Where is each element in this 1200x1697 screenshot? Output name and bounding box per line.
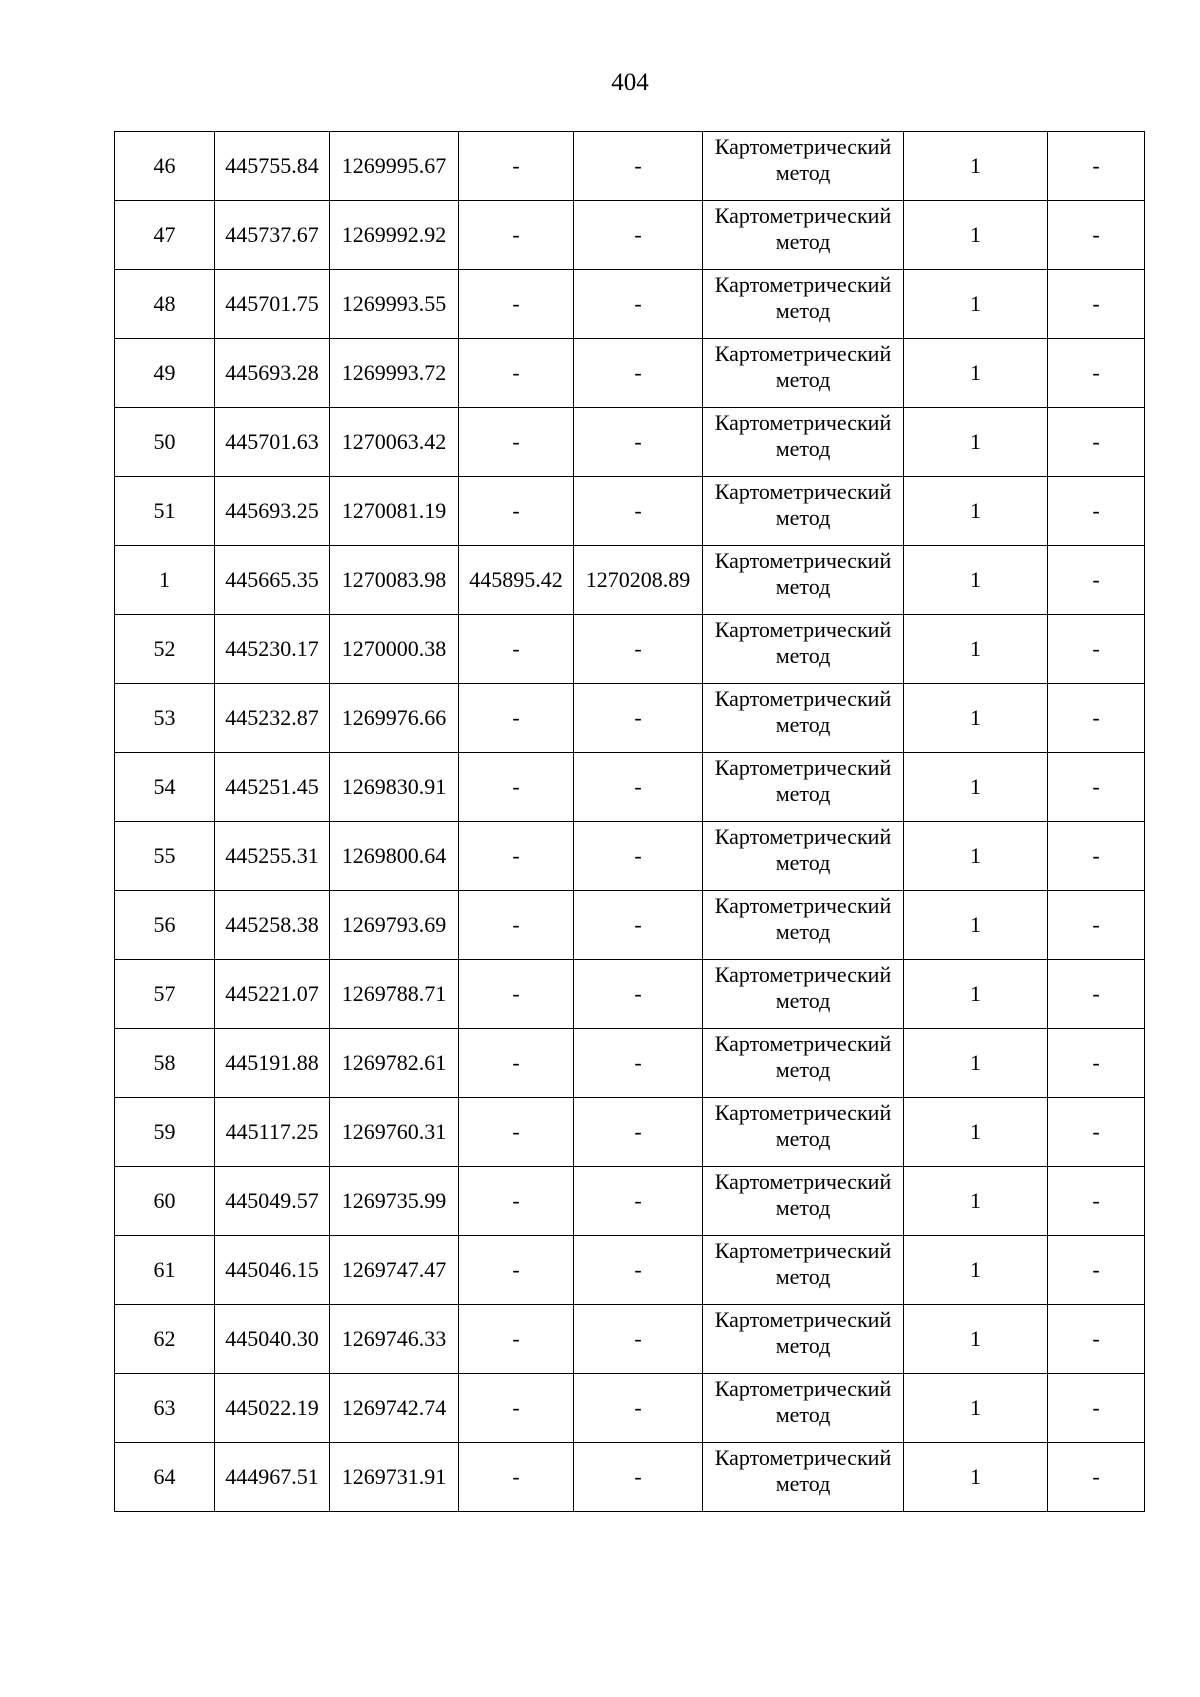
x2-coordinate-cell: - bbox=[459, 615, 574, 684]
x2-coordinate-cell: - bbox=[459, 477, 574, 546]
method-cell bbox=[703, 1443, 904, 1512]
method-line-2: метод bbox=[775, 781, 831, 806]
x2-coordinate-cell: - bbox=[459, 822, 574, 891]
y-coordinate-cell: 1269830.91 bbox=[330, 753, 459, 822]
y-coordinate-cell: 1269746.33 bbox=[330, 1305, 459, 1374]
table-row bbox=[115, 1029, 1145, 1098]
note-cell: - bbox=[1048, 684, 1145, 753]
note-cell: - bbox=[1048, 822, 1145, 891]
accuracy-cell: 1 bbox=[904, 408, 1048, 477]
method-cell bbox=[703, 822, 904, 891]
method-line-2: метод bbox=[775, 1333, 831, 1358]
x2-coordinate-cell: - bbox=[459, 132, 574, 201]
x-coordinate-cell: 445191.88 bbox=[215, 1029, 330, 1098]
method-line-1: Картометрический bbox=[714, 1100, 892, 1125]
accuracy-cell: 1 bbox=[904, 684, 1048, 753]
table-row bbox=[115, 1098, 1145, 1167]
table-body bbox=[115, 132, 1145, 1512]
point-number-cell: 64 bbox=[115, 1443, 215, 1512]
table-row bbox=[115, 1167, 1145, 1236]
table-row bbox=[115, 408, 1145, 477]
table-row bbox=[115, 546, 1145, 615]
method-cell bbox=[703, 1374, 904, 1443]
method-line-2: метод bbox=[775, 712, 831, 737]
method-cell bbox=[703, 1098, 904, 1167]
table-row bbox=[115, 1305, 1145, 1374]
x2-coordinate-cell: - bbox=[459, 408, 574, 477]
y2-coordinate-cell: - bbox=[574, 822, 703, 891]
table-row bbox=[115, 132, 1145, 201]
x-coordinate-cell: 445701.75 bbox=[215, 270, 330, 339]
y2-coordinate-cell: - bbox=[574, 1236, 703, 1305]
x-coordinate-cell: 445230.17 bbox=[215, 615, 330, 684]
x-coordinate-cell: 445693.28 bbox=[215, 339, 330, 408]
accuracy-cell: 1 bbox=[904, 546, 1048, 615]
point-number-cell: 57 bbox=[115, 960, 215, 1029]
method-line-1: Картометрический bbox=[714, 1031, 892, 1056]
point-number-cell: 60 bbox=[115, 1167, 215, 1236]
point-number-cell: 51 bbox=[115, 477, 215, 546]
y2-coordinate-cell: - bbox=[574, 1305, 703, 1374]
accuracy-cell: 1 bbox=[904, 615, 1048, 684]
x-coordinate-cell: 445221.07 bbox=[215, 960, 330, 1029]
accuracy-cell: 1 bbox=[904, 1098, 1048, 1167]
note-cell: - bbox=[1048, 891, 1145, 960]
method-line-2: метод bbox=[775, 1471, 831, 1496]
method-line-1: Картометрический bbox=[714, 479, 892, 504]
note-cell: - bbox=[1048, 1029, 1145, 1098]
note-cell: - bbox=[1048, 1167, 1145, 1236]
x-coordinate-cell: 445117.25 bbox=[215, 1098, 330, 1167]
note-cell: - bbox=[1048, 477, 1145, 546]
coordinates-table bbox=[114, 131, 1145, 1512]
accuracy-cell: 1 bbox=[904, 132, 1048, 201]
method-line-1: Картометрический bbox=[714, 824, 892, 849]
point-number-cell: 62 bbox=[115, 1305, 215, 1374]
x-coordinate-cell: 445737.67 bbox=[215, 201, 330, 270]
method-line-2: метод bbox=[775, 1264, 831, 1289]
x2-coordinate-cell: - bbox=[459, 270, 574, 339]
table-row bbox=[115, 1236, 1145, 1305]
method-cell bbox=[703, 339, 904, 408]
x-coordinate-cell: 445258.38 bbox=[215, 891, 330, 960]
method-cell bbox=[703, 1167, 904, 1236]
accuracy-cell: 1 bbox=[904, 891, 1048, 960]
accuracy-cell: 1 bbox=[904, 1305, 1048, 1374]
table-row bbox=[115, 753, 1145, 822]
method-line-1: Картометрический bbox=[714, 548, 892, 573]
method-line-2: метод bbox=[775, 298, 831, 323]
method-line-1: Картометрический bbox=[714, 134, 892, 159]
x-coordinate-cell: 445701.63 bbox=[215, 408, 330, 477]
point-number-cell: 61 bbox=[115, 1236, 215, 1305]
accuracy-cell: 1 bbox=[904, 477, 1048, 546]
x2-coordinate-cell: - bbox=[459, 1305, 574, 1374]
method-line-2: метод bbox=[775, 505, 831, 530]
x2-coordinate-cell: - bbox=[459, 339, 574, 408]
method-line-2: метод bbox=[775, 988, 831, 1013]
y2-coordinate-cell: - bbox=[574, 1098, 703, 1167]
table-row bbox=[115, 1374, 1145, 1443]
method-cell bbox=[703, 1305, 904, 1374]
point-number-cell: 47 bbox=[115, 201, 215, 270]
accuracy-cell: 1 bbox=[904, 339, 1048, 408]
method-line-1: Картометрический bbox=[714, 962, 892, 987]
x-coordinate-cell: 444967.51 bbox=[215, 1443, 330, 1512]
y-coordinate-cell: 1270000.38 bbox=[330, 615, 459, 684]
point-number-cell: 55 bbox=[115, 822, 215, 891]
x-coordinate-cell: 445046.15 bbox=[215, 1236, 330, 1305]
method-line-2: метод bbox=[775, 436, 831, 461]
method-line-1: Картометрический bbox=[714, 686, 892, 711]
note-cell: - bbox=[1048, 201, 1145, 270]
point-number-cell: 56 bbox=[115, 891, 215, 960]
note-cell: - bbox=[1048, 1443, 1145, 1512]
method-cell bbox=[703, 408, 904, 477]
point-number-cell: 46 bbox=[115, 132, 215, 201]
method-cell bbox=[703, 477, 904, 546]
method-line-2: метод bbox=[775, 850, 831, 875]
y2-coordinate-cell: - bbox=[574, 684, 703, 753]
table-row bbox=[115, 201, 1145, 270]
note-cell: - bbox=[1048, 1098, 1145, 1167]
y-coordinate-cell: 1269800.64 bbox=[330, 822, 459, 891]
method-line-2: метод bbox=[775, 367, 831, 392]
accuracy-cell: 1 bbox=[904, 753, 1048, 822]
y-coordinate-cell: 1269731.91 bbox=[330, 1443, 459, 1512]
y2-coordinate-cell: - bbox=[574, 1167, 703, 1236]
x-coordinate-cell: 445255.31 bbox=[215, 822, 330, 891]
method-line-1: Картометрический bbox=[714, 1169, 892, 1194]
y-coordinate-cell: 1269993.55 bbox=[330, 270, 459, 339]
accuracy-cell: 1 bbox=[904, 1029, 1048, 1098]
x-coordinate-cell: 445040.30 bbox=[215, 1305, 330, 1374]
point-number-cell: 54 bbox=[115, 753, 215, 822]
y2-coordinate-cell: - bbox=[574, 1443, 703, 1512]
accuracy-cell: 1 bbox=[904, 1167, 1048, 1236]
method-line-2: метод bbox=[775, 229, 831, 254]
y2-coordinate-cell: - bbox=[574, 1374, 703, 1443]
x-coordinate-cell: 445232.87 bbox=[215, 684, 330, 753]
y-coordinate-cell: 1269793.69 bbox=[330, 891, 459, 960]
method-line-2: метод bbox=[775, 160, 831, 185]
x2-coordinate-cell: - bbox=[459, 1443, 574, 1512]
method-cell bbox=[703, 546, 904, 615]
point-number-cell: 48 bbox=[115, 270, 215, 339]
y-coordinate-cell: 1269742.74 bbox=[330, 1374, 459, 1443]
method-line-1: Картометрический bbox=[714, 1445, 892, 1470]
y2-coordinate-cell: - bbox=[574, 1029, 703, 1098]
y2-coordinate-cell: - bbox=[574, 408, 703, 477]
y-coordinate-cell: 1269760.31 bbox=[330, 1098, 459, 1167]
method-line-1: Картометрический bbox=[714, 203, 892, 228]
accuracy-cell: 1 bbox=[904, 270, 1048, 339]
y2-coordinate-cell: - bbox=[574, 753, 703, 822]
accuracy-cell: 1 bbox=[904, 822, 1048, 891]
note-cell: - bbox=[1048, 960, 1145, 1029]
table-row bbox=[115, 960, 1145, 1029]
table-row bbox=[115, 270, 1145, 339]
note-cell: - bbox=[1048, 270, 1145, 339]
point-number-cell: 53 bbox=[115, 684, 215, 753]
method-line-1: Картометрический bbox=[714, 617, 892, 642]
point-number-cell: 59 bbox=[115, 1098, 215, 1167]
point-number-cell: 58 bbox=[115, 1029, 215, 1098]
y2-coordinate-cell: - bbox=[574, 339, 703, 408]
point-number-cell: 49 bbox=[115, 339, 215, 408]
method-cell bbox=[703, 960, 904, 1029]
x2-coordinate-cell: 445895.42 bbox=[459, 546, 574, 615]
method-line-1: Картометрический bbox=[714, 1376, 892, 1401]
method-line-1: Картометрический bbox=[714, 1307, 892, 1332]
x2-coordinate-cell: - bbox=[459, 753, 574, 822]
accuracy-cell: 1 bbox=[904, 1374, 1048, 1443]
method-cell bbox=[703, 270, 904, 339]
note-cell: - bbox=[1048, 1374, 1145, 1443]
note-cell: - bbox=[1048, 1236, 1145, 1305]
method-line-2: метод bbox=[775, 643, 831, 668]
x2-coordinate-cell: - bbox=[459, 960, 574, 1029]
method-cell bbox=[703, 891, 904, 960]
note-cell: - bbox=[1048, 753, 1145, 822]
x2-coordinate-cell: - bbox=[459, 1236, 574, 1305]
note-cell: - bbox=[1048, 132, 1145, 201]
y-coordinate-cell: 1270083.98 bbox=[330, 546, 459, 615]
x-coordinate-cell: 445251.45 bbox=[215, 753, 330, 822]
table-row bbox=[115, 684, 1145, 753]
method-line-2: метод bbox=[775, 1126, 831, 1151]
x2-coordinate-cell: - bbox=[459, 1167, 574, 1236]
method-line-2: метод bbox=[775, 1402, 831, 1427]
accuracy-cell: 1 bbox=[904, 960, 1048, 1029]
method-cell bbox=[703, 1236, 904, 1305]
x-coordinate-cell: 445049.57 bbox=[215, 1167, 330, 1236]
x-coordinate-cell: 445693.25 bbox=[215, 477, 330, 546]
y-coordinate-cell: 1269993.72 bbox=[330, 339, 459, 408]
table-row bbox=[115, 1443, 1145, 1512]
x2-coordinate-cell: - bbox=[459, 201, 574, 270]
y2-coordinate-cell: - bbox=[574, 132, 703, 201]
y-coordinate-cell: 1269782.61 bbox=[330, 1029, 459, 1098]
x2-coordinate-cell: - bbox=[459, 891, 574, 960]
x2-coordinate-cell: - bbox=[459, 1029, 574, 1098]
note-cell: - bbox=[1048, 615, 1145, 684]
method-line-2: метод bbox=[775, 919, 831, 944]
method-line-2: метод bbox=[775, 1195, 831, 1220]
method-line-1: Картометрический bbox=[714, 410, 892, 435]
y-coordinate-cell: 1269976.66 bbox=[330, 684, 459, 753]
x-coordinate-cell: 445022.19 bbox=[215, 1374, 330, 1443]
y-coordinate-cell: 1269992.92 bbox=[330, 201, 459, 270]
table-row bbox=[115, 822, 1145, 891]
note-cell: - bbox=[1048, 546, 1145, 615]
x-coordinate-cell: 445755.84 bbox=[215, 132, 330, 201]
page-number: 404 bbox=[611, 69, 649, 96]
y-coordinate-cell: 1269995.67 bbox=[330, 132, 459, 201]
method-cell bbox=[703, 684, 904, 753]
x2-coordinate-cell: - bbox=[459, 1374, 574, 1443]
method-line-2: метод bbox=[775, 574, 831, 599]
method-line-1: Картометрический bbox=[714, 272, 892, 297]
y2-coordinate-cell: - bbox=[574, 615, 703, 684]
method-line-1: Картометрический bbox=[714, 893, 892, 918]
x2-coordinate-cell: - bbox=[459, 684, 574, 753]
method-line-1: Картометрический bbox=[714, 1238, 892, 1263]
point-number-cell: 63 bbox=[115, 1374, 215, 1443]
table-row bbox=[115, 339, 1145, 408]
y-coordinate-cell: 1269747.47 bbox=[330, 1236, 459, 1305]
y-coordinate-cell: 1269735.99 bbox=[330, 1167, 459, 1236]
note-cell: - bbox=[1048, 1305, 1145, 1374]
method-cell bbox=[703, 132, 904, 201]
point-number-cell: 1 bbox=[115, 546, 215, 615]
y-coordinate-cell: 1270063.42 bbox=[330, 408, 459, 477]
y2-coordinate-cell: - bbox=[574, 477, 703, 546]
method-cell bbox=[703, 615, 904, 684]
y2-coordinate-cell: 1270208.89 bbox=[574, 546, 703, 615]
y2-coordinate-cell: - bbox=[574, 960, 703, 1029]
method-line-2: метод bbox=[775, 1057, 831, 1082]
table-row bbox=[115, 477, 1145, 546]
y2-coordinate-cell: - bbox=[574, 201, 703, 270]
accuracy-cell: 1 bbox=[904, 1443, 1048, 1512]
x2-coordinate-cell: - bbox=[459, 1098, 574, 1167]
accuracy-cell: 1 bbox=[904, 1236, 1048, 1305]
note-cell: - bbox=[1048, 408, 1145, 477]
x-coordinate-cell: 445665.35 bbox=[215, 546, 330, 615]
table-row bbox=[115, 891, 1145, 960]
y-coordinate-cell: 1269788.71 bbox=[330, 960, 459, 1029]
method-cell bbox=[703, 753, 904, 822]
y2-coordinate-cell: - bbox=[574, 270, 703, 339]
method-cell bbox=[703, 1029, 904, 1098]
y-coordinate-cell: 1270081.19 bbox=[330, 477, 459, 546]
note-cell: - bbox=[1048, 339, 1145, 408]
point-number-cell: 52 bbox=[115, 615, 215, 684]
point-number-cell: 50 bbox=[115, 408, 215, 477]
y2-coordinate-cell: - bbox=[574, 891, 703, 960]
method-cell bbox=[703, 201, 904, 270]
table-row bbox=[115, 615, 1145, 684]
method-line-1: Картометрический bbox=[714, 755, 892, 780]
method-line-1: Картометрический bbox=[714, 341, 892, 366]
accuracy-cell: 1 bbox=[904, 201, 1048, 270]
